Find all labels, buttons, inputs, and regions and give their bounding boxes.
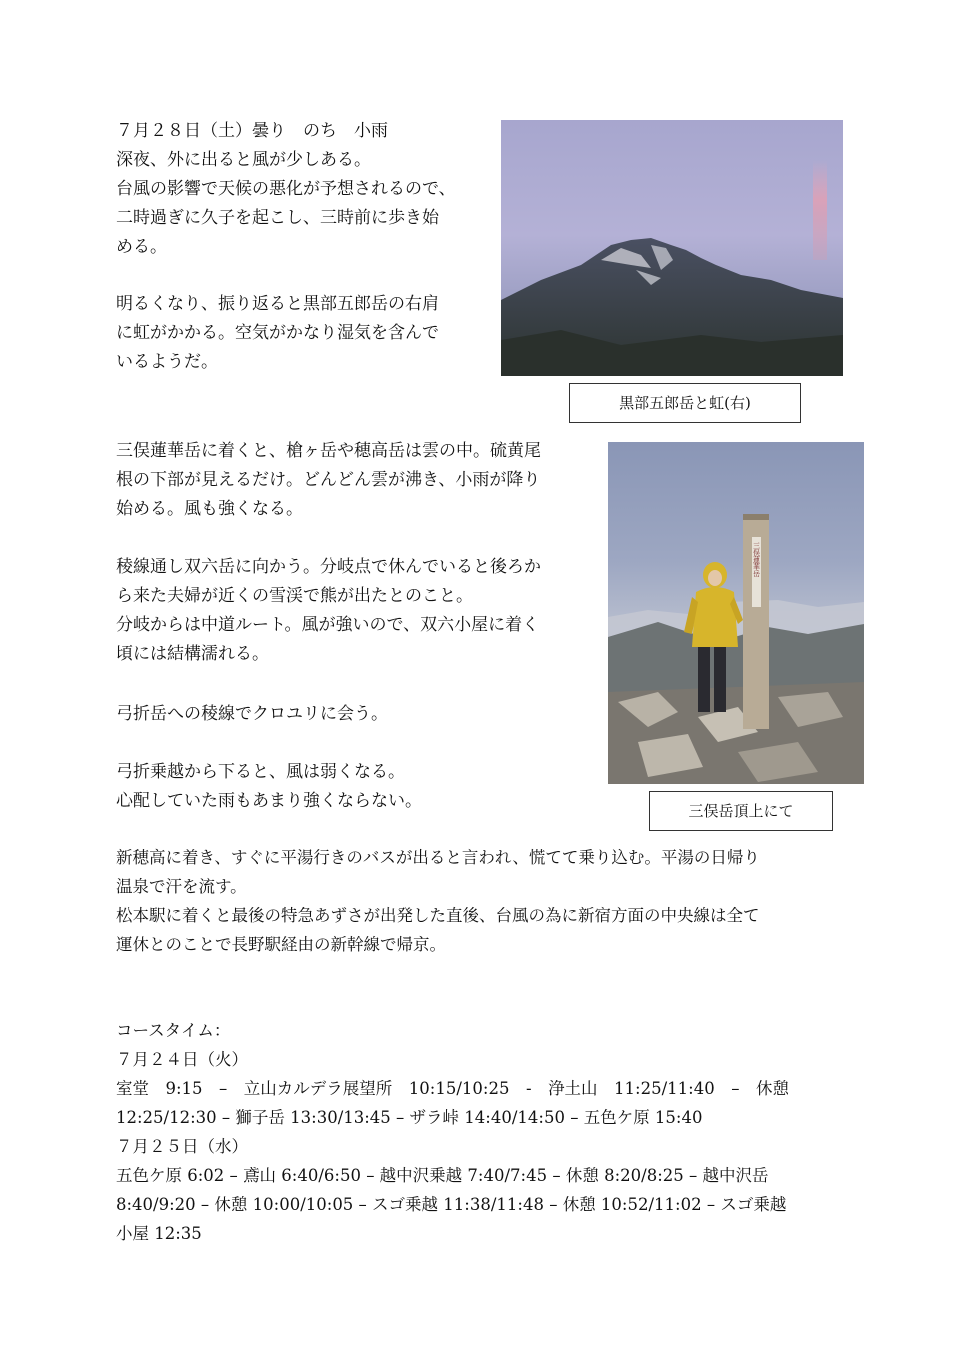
course-line: 12:25/12:30 – 獅子岳 13:30/13:45 – ザラ峠 14:40/14:50 – 五色ケ原 15:40 — [116, 1108, 703, 1127]
text-line: 運休とのことで長野駅経由の新幹線で帰京。 — [116, 935, 446, 954]
text-line: に虹がかかる。空気がかなり湿気を含んで — [116, 323, 439, 343]
text-line: 新穂高に着き、すぐに平湯行きのバスが出ると言われ、慌てて乗り込む。平湯の日帰り — [116, 848, 760, 867]
text-line: 始める。風も強くなる。 — [116, 499, 303, 519]
course-line: 小屋 12:35 — [116, 1224, 202, 1243]
diary-paragraph-2 — [116, 290, 439, 377]
photo2-caption: 三俣岳頂上にて — [649, 791, 833, 831]
photo1-caption: 黒部五郎岳と虹(右) — [569, 383, 801, 423]
text-line: ７月２８日（土）曇り のち 小雨 — [116, 121, 388, 141]
diary-paragraph-4 — [116, 553, 541, 669]
rainbow — [813, 160, 827, 260]
summit-illustration — [608, 442, 864, 784]
course-day2-label: ７月２５日（水） — [116, 1137, 248, 1156]
course-line: 室堂 9:15 – 立山カルデラ展望所 10:15/10:25 - 浄土山 11:25/11:40 – 休憩 — [116, 1079, 789, 1098]
text-line: ら来た夫婦が近くの雪渓で熊が出たとのこと。 — [116, 586, 473, 606]
course-heading: コースタイム： — [116, 1021, 231, 1040]
diary-paragraph-7 — [116, 843, 760, 959]
text-line: 弓折岳への稜線でクロユリに会う。 — [116, 704, 388, 724]
mountain-illustration — [501, 120, 843, 376]
photo-kurobegoro-rainbow — [501, 120, 843, 376]
text-line: 頃には結構濡れる。 — [116, 644, 269, 664]
diary-paragraph-5 — [116, 700, 388, 729]
text-line: 松本駅に着くと最後の特急あずさが出発した直後、台風の為に新宿方面の中央線は全て — [116, 906, 760, 925]
course-line: 8:40/9:20 – 休憩 10:00/10:05 – スゴ乗越 11:38/11:48 – 休憩 10:52/11:02 – スゴ乗越 — [116, 1195, 787, 1214]
course-time-section — [116, 1016, 789, 1248]
diary-paragraph-1 — [116, 117, 456, 262]
text-line: 心配していた雨もあまり強くならない。 — [116, 791, 422, 811]
text-line: いるようだ。 — [116, 352, 218, 372]
course-line: 五色ケ原 6:02 – 鳶山 6:40/6:50 – 越中沢乗越 7:40/7:45 – 休憩 8:20/8:25 – 越中沢岳 — [116, 1166, 769, 1185]
text-line: める。 — [116, 237, 167, 257]
diary-paragraph-3 — [116, 437, 541, 524]
text-line: 分岐からは中道ルート。風が強いので、双六小屋に着く — [116, 615, 540, 635]
signpost-text: 三俣蓮華岳 — [752, 542, 761, 577]
text-line: 深夜、外に出ると風が少しある。 — [116, 150, 371, 170]
photo-summit-signpost — [608, 442, 864, 784]
text-line: 根の下部が見えるだけ。どんどん雲が沸き、小雨が降り — [116, 470, 541, 490]
text-line: 明るくなり、振り返ると黒部五郎岳の右肩 — [116, 294, 439, 314]
text-line: 三俣蓮華岳に着くと、槍ヶ岳や穂高岳は雲の中。硫黄尾 — [116, 441, 541, 461]
text-line: 二時過ぎに久子を起こし、三時前に歩き始 — [116, 208, 439, 228]
text-line: 台風の影響で天候の悪化が予想されるので、 — [116, 179, 456, 199]
text-line: 温泉で汗を流す。 — [116, 877, 247, 896]
text-line: 弓折乗越から下ると、風は弱くなる。 — [116, 762, 405, 782]
diary-paragraph-6 — [116, 758, 422, 816]
text-line: 稜線通し双六岳に向かう。分岐点で休んでいると後ろか — [116, 557, 541, 577]
course-day1-label: ７月２４日（火） — [116, 1050, 248, 1069]
